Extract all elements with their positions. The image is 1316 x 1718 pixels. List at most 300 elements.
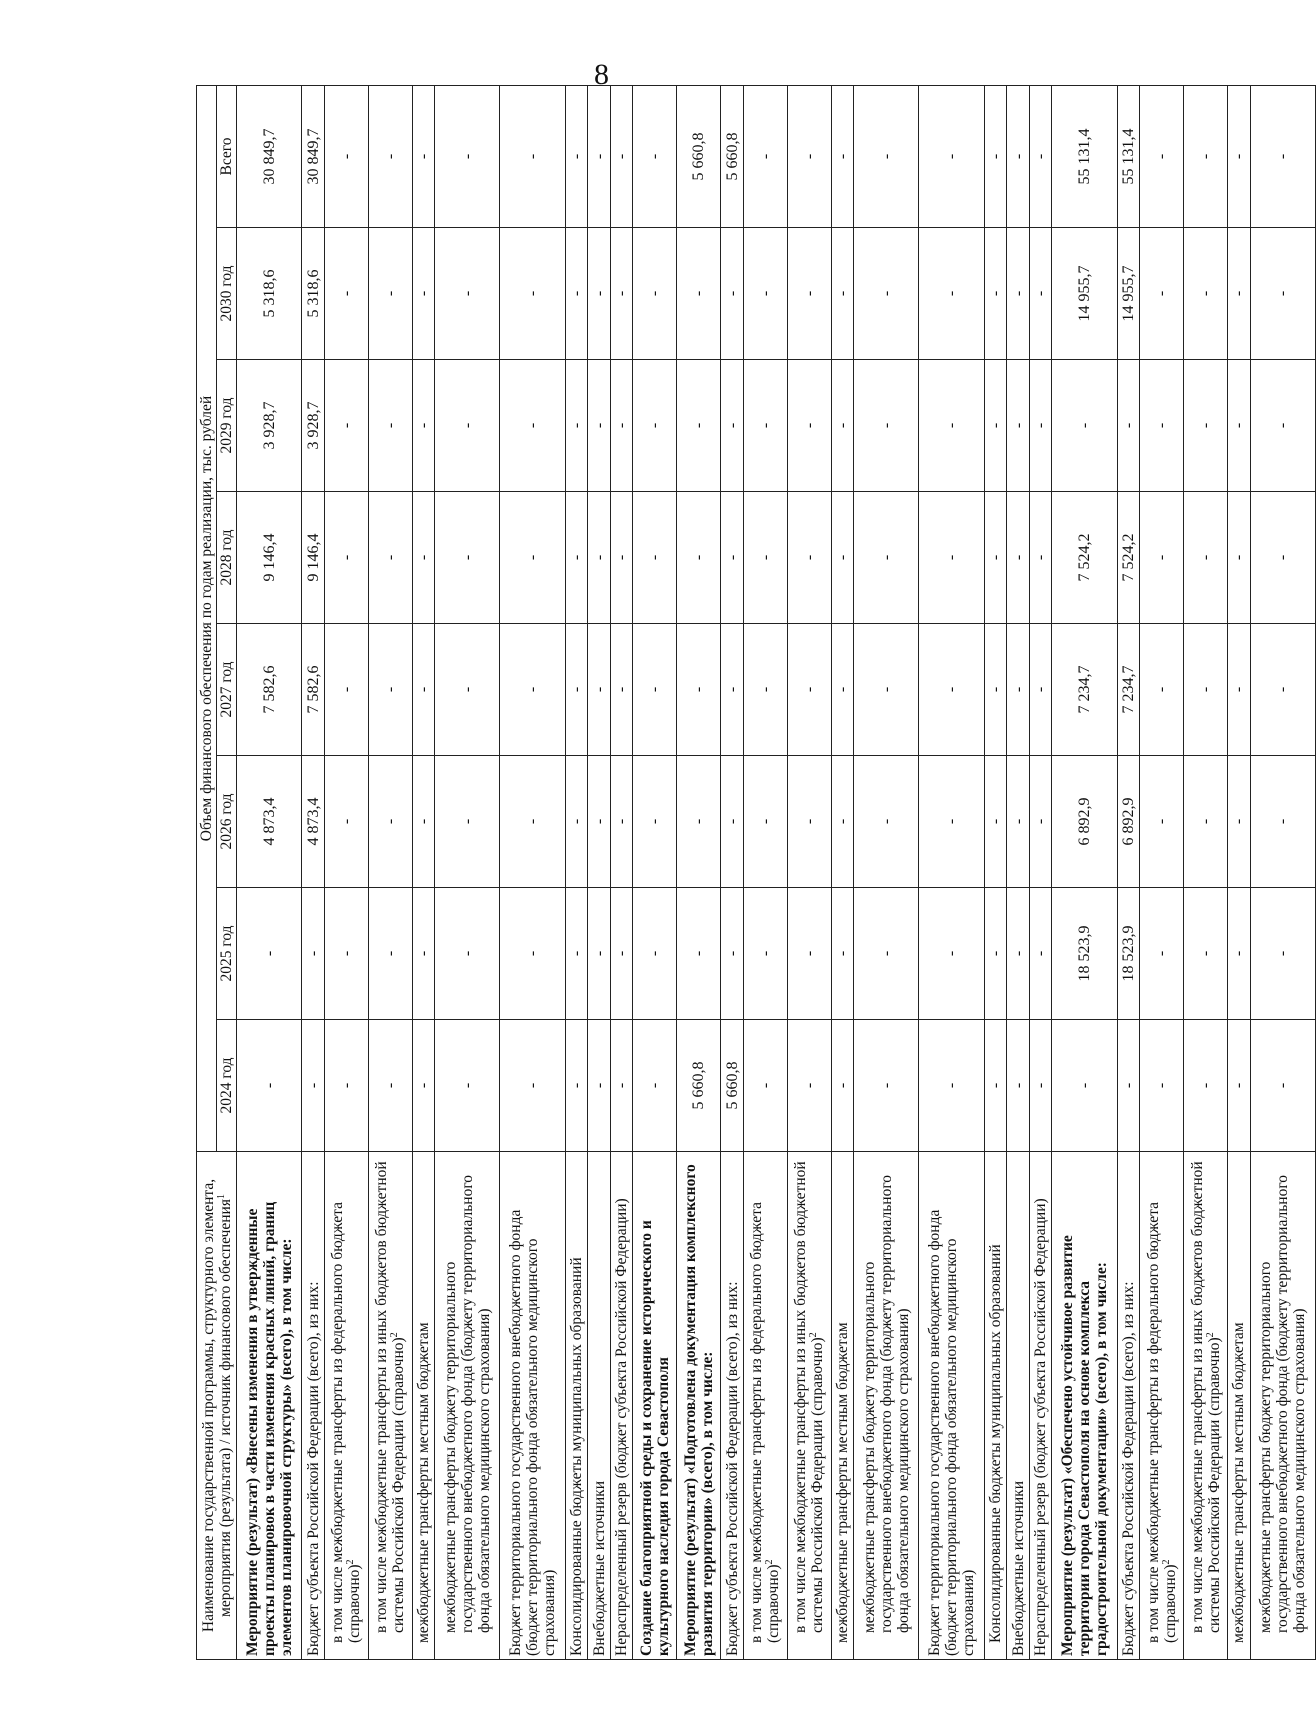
total-cell: 5 660,8 xyxy=(721,86,744,228)
value-cell: - xyxy=(831,624,854,756)
value-cell: - xyxy=(565,756,588,888)
page-number: 8 xyxy=(594,58,609,91)
value-cell: - xyxy=(919,360,984,492)
value-cell: - xyxy=(984,492,1007,624)
year-header: 2027 год xyxy=(217,624,237,756)
footnote-mark: 2 xyxy=(764,1559,776,1565)
value-cell: 14 955,7 xyxy=(1052,228,1117,360)
value-cell: - xyxy=(787,624,831,756)
value-cell: - xyxy=(633,492,677,624)
row-name: Мероприятие (результат) «Обеспечено устойчивое развитие территории города Севастополя на основе комплекса градостроительной документации» (всего), в том числе: xyxy=(1059,1235,1110,1656)
value-cell: - xyxy=(633,624,677,756)
value-cell: - xyxy=(1029,492,1052,624)
table-row xyxy=(237,86,302,1660)
value-cell: - xyxy=(1228,888,1251,1020)
total-cell: - xyxy=(1184,86,1228,228)
value-cell: - xyxy=(302,1020,325,1152)
value-cell: - xyxy=(831,888,854,1020)
row-name: Бюджет территориального государственного внебюджетного фонда (бюджет территориального фонда обязательного медицинского страхования) xyxy=(926,1209,978,1656)
value-cell: - xyxy=(919,888,984,1020)
total-cell: - xyxy=(854,86,919,228)
total-cell: - xyxy=(984,86,1007,228)
value-cell: - xyxy=(743,888,787,1020)
row-name: Нераспределенный резерв (бюджет субъекта Российской Федерации) xyxy=(1032,1198,1050,1656)
value-cell: - xyxy=(743,1020,787,1152)
value-cell: - xyxy=(633,360,677,492)
row-name: Консолидированные бюджеты муниципальных образований xyxy=(986,1244,1004,1643)
row-name-cell xyxy=(984,1152,1007,1660)
value-cell: 7 524,2 xyxy=(1117,492,1140,624)
value-cell: - xyxy=(412,624,435,756)
value-cell: 18 523,9 xyxy=(1052,888,1117,1020)
table-row xyxy=(302,86,325,1660)
value-cell: - xyxy=(1007,492,1030,624)
table-row xyxy=(435,86,500,1660)
value-cell: - xyxy=(610,888,633,1020)
value-cell: - xyxy=(743,360,787,492)
row-name-cell xyxy=(565,1152,588,1660)
value-cell: - xyxy=(721,888,744,1020)
value-cell: - xyxy=(1007,1020,1030,1152)
row-name-cell xyxy=(1052,1152,1117,1660)
value-cell: 14 955,7 xyxy=(1117,228,1140,360)
value-cell: - xyxy=(435,624,500,756)
value-cell: - xyxy=(984,360,1007,492)
total-cell: 30 849,7 xyxy=(237,86,302,228)
row-name: Мероприятие (результат) «Подготовлена документация комплексного развития территории» (всего), в том числе: xyxy=(681,1164,716,1656)
value-cell: - xyxy=(1029,756,1052,888)
value-cell: - xyxy=(1140,1020,1184,1152)
value-cell: - xyxy=(368,624,412,756)
row-name-cell xyxy=(721,1152,744,1660)
value-cell: - xyxy=(633,888,677,1020)
value-cell: - xyxy=(1184,360,1228,492)
total-cell: 30 849,7 xyxy=(302,86,325,228)
value-cell: 7 234,7 xyxy=(1052,624,1117,756)
value-cell: - xyxy=(1140,756,1184,888)
row-name-cell xyxy=(610,1152,633,1660)
row-name-cell xyxy=(1250,1152,1315,1660)
total-cell: 5 660,8 xyxy=(677,86,721,228)
row-name-cell xyxy=(302,1152,325,1660)
total-cell: 55 131,4 xyxy=(1117,86,1140,228)
value-cell: - xyxy=(1228,1020,1251,1152)
row-name-cell xyxy=(412,1152,435,1660)
value-cell: - xyxy=(610,360,633,492)
table-row xyxy=(854,86,919,1660)
value-cell: - xyxy=(984,228,1007,360)
row-name: Консолидированные бюджеты муниципальных образований xyxy=(567,1257,585,1656)
total-cell: - xyxy=(1140,86,1184,228)
value-cell: - xyxy=(677,228,721,360)
row-name-cell xyxy=(787,1152,831,1660)
table-row xyxy=(721,86,744,1660)
value-cell: - xyxy=(677,360,721,492)
row-name: межбюджетные трансферты бюджету территориального государственного внебюджетного фонда (бюджету территориального фонда обязательного медицинского страхования) xyxy=(860,1174,912,1633)
row-name-cell xyxy=(633,1152,677,1660)
value-cell: - xyxy=(984,888,1007,1020)
total-cell: - xyxy=(610,86,633,228)
value-cell: - xyxy=(721,756,744,888)
header-name-line1: Наименование государственной программы, структурного элемента, xyxy=(199,1178,217,1633)
value-cell: - xyxy=(1250,624,1315,756)
value-cell: - xyxy=(721,624,744,756)
value-cell: - xyxy=(302,888,325,1020)
row-name-cell xyxy=(1007,1152,1030,1660)
row-name-cell xyxy=(500,1152,565,1660)
value-cell: - xyxy=(435,360,500,492)
row-name: в том числе межбюджетные трансферты из иных бюджетов бюджетной системы Российской Федерации (справочно) xyxy=(1188,1161,1223,1633)
value-cell: - xyxy=(1140,624,1184,756)
value-cell: - xyxy=(610,624,633,756)
value-cell: - xyxy=(1184,888,1228,1020)
row-name: межбюджетные трансферты местным бюджетам xyxy=(414,1322,432,1643)
value-cell: - xyxy=(500,228,565,360)
value-cell: - xyxy=(919,492,984,624)
value-cell: - xyxy=(565,492,588,624)
total-cell: - xyxy=(743,86,787,228)
value-cell: - xyxy=(1117,1020,1140,1152)
value-cell: - xyxy=(787,888,831,1020)
value-cell: - xyxy=(324,756,368,888)
table-row xyxy=(743,86,787,1660)
value-cell: - xyxy=(1029,888,1052,1020)
value-cell: - xyxy=(1228,360,1251,492)
value-cell: - xyxy=(324,888,368,1020)
table-row xyxy=(787,86,831,1660)
value-cell: - xyxy=(1007,888,1030,1020)
table-row xyxy=(412,86,435,1660)
table-row xyxy=(1140,86,1184,1660)
row-name-cell xyxy=(324,1152,368,1660)
value-cell: - xyxy=(919,624,984,756)
value-cell: - xyxy=(435,888,500,1020)
value-cell: - xyxy=(412,1020,435,1152)
header-group-cell: Объем финансового обеспечения по годам реализации, тыс. рублей xyxy=(197,86,217,1152)
value-cell: - xyxy=(1250,888,1315,1020)
row-name: Внебюджетные источники xyxy=(590,1480,608,1656)
row-name: в том числе межбюджетные трансферты из федерального бюджета (справочно) xyxy=(748,1201,783,1643)
value-cell: 9 146,4 xyxy=(302,492,325,624)
value-cell: - xyxy=(677,492,721,624)
value-cell: - xyxy=(588,756,611,888)
value-cell: - xyxy=(677,888,721,1020)
year-header: 2029 год xyxy=(217,360,237,492)
value-cell: - xyxy=(500,360,565,492)
total-cell: - xyxy=(787,86,831,228)
value-cell: - xyxy=(831,492,854,624)
value-cell: - xyxy=(324,228,368,360)
value-cell: - xyxy=(1052,360,1117,492)
total-cell: - xyxy=(324,86,368,228)
value-cell: - xyxy=(435,228,500,360)
value-cell: - xyxy=(1228,756,1251,888)
value-cell: 6 892,9 xyxy=(1052,756,1117,888)
financing-table xyxy=(196,85,1316,1660)
value-cell: - xyxy=(633,1020,677,1152)
rotated-page-content xyxy=(196,96,1316,1660)
value-cell: - xyxy=(854,1020,919,1152)
table-row xyxy=(1184,86,1228,1660)
table-row xyxy=(500,86,565,1660)
value-cell: - xyxy=(565,1020,588,1152)
value-cell: - xyxy=(412,360,435,492)
value-cell: - xyxy=(984,1020,1007,1152)
value-cell: - xyxy=(588,228,611,360)
year-header: 2030 год xyxy=(217,228,237,360)
value-cell: - xyxy=(919,228,984,360)
header-name-line2: мероприятия (результата) / источник финансового обеспечения xyxy=(216,1199,234,1617)
table-row xyxy=(1250,86,1315,1660)
value-cell: - xyxy=(1250,360,1315,492)
row-name-cell xyxy=(1117,1152,1140,1660)
value-cell: - xyxy=(412,492,435,624)
table-row xyxy=(368,86,412,1660)
value-cell: - xyxy=(588,888,611,1020)
value-cell: 6 892,9 xyxy=(1117,756,1140,888)
footnote-mark: 2 xyxy=(389,1332,401,1338)
value-cell: - xyxy=(1250,756,1315,888)
value-cell: 5 660,8 xyxy=(721,1020,744,1152)
value-cell: - xyxy=(368,1020,412,1152)
value-cell: - xyxy=(368,360,412,492)
footnote-mark: 2 xyxy=(808,1332,819,1338)
value-cell: - xyxy=(1184,756,1228,888)
row-name-cell xyxy=(237,1152,302,1660)
value-cell: - xyxy=(610,1020,633,1152)
value-cell: - xyxy=(324,360,368,492)
row-name-cell xyxy=(919,1152,984,1660)
row-name: Мероприятие (результат) «Внесены изменения в утвержденные проекты планировок в части изменения красных линий, границ элементов планировочной структуры» (всего), в том числе: xyxy=(243,1201,295,1656)
value-cell: - xyxy=(368,492,412,624)
table-row xyxy=(1029,86,1052,1660)
row-name: Бюджет территориального государственного внебюджетного фонда (бюджет территориального фонда обязательного медицинского страхования) xyxy=(507,1209,559,1656)
row-name-cell xyxy=(831,1152,854,1660)
value-cell: - xyxy=(435,1020,500,1152)
row-name-cell xyxy=(1228,1152,1251,1660)
value-cell: - xyxy=(743,228,787,360)
table-row xyxy=(919,86,984,1660)
row-name: в том числе межбюджетные трансферты из федерального бюджета (справочно) xyxy=(1144,1201,1179,1643)
row-name-cell xyxy=(854,1152,919,1660)
row-name-cell xyxy=(368,1152,412,1660)
value-cell: 7 234,7 xyxy=(1117,624,1140,756)
value-cell: - xyxy=(633,228,677,360)
value-cell: 7 524,2 xyxy=(1052,492,1117,624)
row-name: межбюджетные трансферты бюджету территориального государственного внебюджетного фонда (бюджету территориального фонда обязательного медицинского страхования) xyxy=(441,1174,493,1633)
row-name: в том числе межбюджетные трансферты из иных бюджетов бюджетной системы Российской Федерации (справочно) xyxy=(373,1161,408,1633)
value-cell: - xyxy=(721,360,744,492)
value-cell: 9 146,4 xyxy=(237,492,302,624)
table-row xyxy=(984,86,1007,1660)
value-cell: - xyxy=(1184,492,1228,624)
row-name: Бюджет субъекта Российской Федерации (всего), из них: xyxy=(723,1281,741,1656)
value-cell: - xyxy=(435,492,500,624)
row-name: в том числе межбюджетные трансферты из иных бюджетов бюджетной системы Российской Федерации (справочно) xyxy=(792,1161,827,1633)
value-cell: - xyxy=(984,624,1007,756)
value-cell: - xyxy=(1029,228,1052,360)
value-cell: - xyxy=(610,492,633,624)
table-row xyxy=(633,86,677,1660)
row-name: Создание благоприятной среды и сохранение исторического и культурного наследия города Севастополя xyxy=(637,1220,672,1656)
total-cell: - xyxy=(919,86,984,228)
value-cell: - xyxy=(1228,228,1251,360)
value-cell: - xyxy=(588,492,611,624)
value-cell: - xyxy=(565,624,588,756)
value-cell: - xyxy=(565,360,588,492)
footnote-mark: 2 xyxy=(345,1559,357,1565)
value-cell: - xyxy=(1140,228,1184,360)
value-cell: - xyxy=(854,360,919,492)
value-cell: - xyxy=(565,888,588,1020)
value-cell: - xyxy=(1250,228,1315,360)
table-row xyxy=(324,86,368,1660)
value-cell: - xyxy=(787,1020,831,1152)
value-cell: - xyxy=(610,228,633,360)
row-name: межбюджетные трансферты местным бюджетам xyxy=(1230,1322,1248,1643)
total-cell: - xyxy=(588,86,611,228)
value-cell: - xyxy=(324,492,368,624)
value-cell: - xyxy=(1007,360,1030,492)
value-cell: - xyxy=(435,756,500,888)
total-cell: - xyxy=(1007,86,1030,228)
row-name-cell xyxy=(743,1152,787,1660)
value-cell: - xyxy=(324,624,368,756)
footnote-mark: 2 xyxy=(1160,1559,1172,1565)
value-cell: - xyxy=(743,624,787,756)
value-cell: - xyxy=(1250,1020,1315,1152)
value-cell: - xyxy=(412,756,435,888)
row-name-cell xyxy=(1140,1152,1184,1660)
value-cell: - xyxy=(787,492,831,624)
row-name: межбюджетные трансферты бюджету территориального государственного внебюджетного фонда (бюджету территориального фонда обязательного медицинского страхования) xyxy=(1257,1174,1309,1633)
value-cell: - xyxy=(721,492,744,624)
row-name: в том числе межбюджетные трансферты из федерального бюджета (справочно) xyxy=(329,1201,364,1643)
value-cell: - xyxy=(1029,360,1052,492)
value-cell: - xyxy=(588,360,611,492)
value-cell: - xyxy=(787,360,831,492)
value-cell: - xyxy=(500,1020,565,1152)
value-cell: - xyxy=(565,228,588,360)
row-name: Бюджет субъекта Российской Федерации (всего), из них: xyxy=(1119,1281,1137,1656)
value-cell: 3 928,7 xyxy=(302,360,325,492)
value-cell: - xyxy=(743,756,787,888)
value-cell: - xyxy=(324,1020,368,1152)
value-cell: - xyxy=(1007,756,1030,888)
value-cell: - xyxy=(610,756,633,888)
value-cell: - xyxy=(1228,624,1251,756)
value-cell: - xyxy=(1140,492,1184,624)
row-name: Бюджет субъекта Российской Федерации (всего), из них: xyxy=(304,1281,322,1656)
value-cell: 4 873,4 xyxy=(237,756,302,888)
total-cell: - xyxy=(565,86,588,228)
value-cell: - xyxy=(368,888,412,1020)
value-cell: - xyxy=(237,1020,302,1152)
table-row xyxy=(831,86,854,1660)
year-header: 2026 год xyxy=(217,756,237,888)
value-cell: - xyxy=(787,756,831,888)
row-name: межбюджетные трансферты местным бюджетам xyxy=(833,1322,851,1643)
value-cell: - xyxy=(500,756,565,888)
value-cell: - xyxy=(1140,888,1184,1020)
row-name: Внебюджетные источники xyxy=(1009,1480,1027,1656)
table-body xyxy=(237,86,1316,1660)
value-cell: - xyxy=(831,360,854,492)
year-header: 2024 год xyxy=(217,1020,237,1152)
year-header: 2025 год xyxy=(217,888,237,1020)
value-cell: 5 318,6 xyxy=(302,228,325,360)
value-cell: - xyxy=(368,228,412,360)
total-cell: - xyxy=(1029,86,1052,228)
row-name-cell xyxy=(1029,1152,1052,1660)
total-cell: - xyxy=(1228,86,1251,228)
value-cell: 7 582,6 xyxy=(237,624,302,756)
value-cell: - xyxy=(854,624,919,756)
value-cell: 5 660,8 xyxy=(677,1020,721,1152)
total-cell: - xyxy=(412,86,435,228)
value-cell: - xyxy=(412,888,435,1020)
table-row xyxy=(565,86,588,1660)
footnote-mark: 2 xyxy=(1204,1332,1216,1338)
value-cell: - xyxy=(721,228,744,360)
value-cell: - xyxy=(1140,360,1184,492)
value-cell: - xyxy=(854,492,919,624)
value-cell: - xyxy=(1029,1020,1052,1152)
total-cell: - xyxy=(435,86,500,228)
value-cell: - xyxy=(1007,228,1030,360)
row-name-cell xyxy=(588,1152,611,1660)
row-name-cell xyxy=(1184,1152,1228,1660)
row-name: Нераспределенный резерв (бюджет субъекта Российской Федерации) xyxy=(613,1198,631,1656)
table-row xyxy=(1007,86,1030,1660)
value-cell: - xyxy=(237,888,302,1020)
table-row xyxy=(588,86,611,1660)
value-cell: - xyxy=(1029,624,1052,756)
total-cell: - xyxy=(368,86,412,228)
value-cell: - xyxy=(1184,624,1228,756)
year-header: 2028 год xyxy=(217,492,237,624)
value-cell: - xyxy=(1228,492,1251,624)
value-cell: - xyxy=(368,756,412,888)
value-cell: - xyxy=(633,756,677,888)
table-row xyxy=(1228,86,1251,1660)
value-cell: - xyxy=(919,756,984,888)
value-cell: - xyxy=(854,888,919,1020)
total-cell: - xyxy=(831,86,854,228)
table-row xyxy=(1117,86,1140,1660)
table-row xyxy=(610,86,633,1660)
value-cell: - xyxy=(854,228,919,360)
value-cell: - xyxy=(984,756,1007,888)
value-cell: 4 873,4 xyxy=(302,756,325,888)
value-cell: - xyxy=(1117,360,1140,492)
value-cell: - xyxy=(677,624,721,756)
row-name-cell xyxy=(435,1152,500,1660)
value-cell: - xyxy=(677,756,721,888)
value-cell: - xyxy=(831,1020,854,1152)
total-cell: - xyxy=(633,86,677,228)
value-cell: - xyxy=(500,624,565,756)
value-cell: - xyxy=(1184,1020,1228,1152)
total-cell: - xyxy=(1250,86,1315,228)
value-cell: - xyxy=(588,624,611,756)
value-cell: - xyxy=(787,228,831,360)
value-cell: - xyxy=(1007,624,1030,756)
total-cell: - xyxy=(500,86,565,228)
value-cell: - xyxy=(831,756,854,888)
value-cell: - xyxy=(1052,1020,1117,1152)
value-cell: - xyxy=(588,1020,611,1152)
